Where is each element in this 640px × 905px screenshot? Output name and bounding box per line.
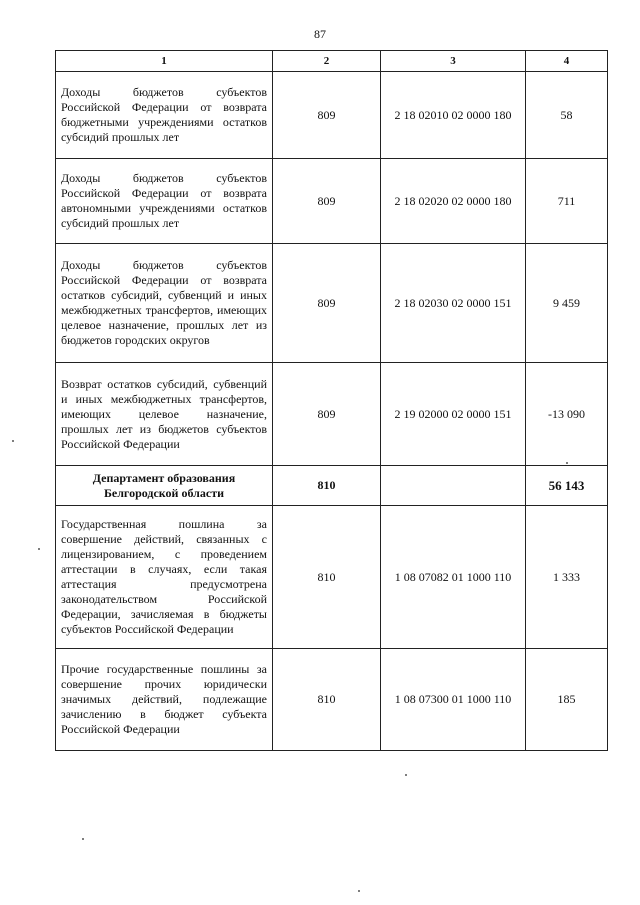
admin-code: 810 [273,466,381,506]
column-header-1: 1 [56,51,273,72]
table-row [56,363,608,466]
department-name: Департамент образования Белгородской области [56,466,273,506]
table-row [56,244,608,363]
column-header-4: 4 [526,51,608,72]
budget-classification-code: 1 08 07082 01 1000 110 [381,506,526,649]
table-row [56,72,608,159]
amount: 58 [526,72,608,159]
table-row [56,506,608,649]
scan-speck [405,774,407,776]
budget-classification-code [381,466,526,506]
scan-speck [566,462,568,464]
budget-classification-code: 2 18 02010 02 0000 180 [381,72,526,159]
admin-code: 810 [273,506,381,649]
department-total-amount: 56 143 [526,466,608,506]
amount: 711 [526,159,608,244]
scan-speck [12,440,14,442]
amount: 185 [526,649,608,751]
revenue-description: Доходы бюджетов субъектов Российской Федерации от возврата автономными учреждениями остатков субсидий прошлых лет [56,159,273,244]
revenue-description: Доходы бюджетов субъектов Российской Федерации от возврата бюджетными учреждениями остатков субсидий прошлых лет [56,72,273,159]
amount: 1 333 [526,506,608,649]
amount: -13 090 [526,363,608,466]
budget-classification-code: 2 19 02000 02 0000 151 [381,363,526,466]
scan-speck [82,838,84,840]
column-header-3: 3 [381,51,526,72]
table-row [56,159,608,244]
column-header-2: 2 [273,51,381,72]
admin-code: 809 [273,363,381,466]
page-number: 87 [314,27,326,41]
budget-classification-code: 2 18 02020 02 0000 180 [381,159,526,244]
scan-speck [358,890,360,892]
budget-classification-code: 1 08 07300 01 1000 110 [381,649,526,751]
table-row [56,649,608,751]
revenue-description: Государственная пошлина за совершение действий, связанных с лицензированием, с проведением аттестации в случаях, если такая аттестация предусмотрена законодательством Российской Федерации, зачисляемая в бюджеты субъектов Российской Федерации [56,506,273,649]
admin-code: 809 [273,244,381,363]
revenue-description: Возврат остатков субсидий, субвенций и иных межбюджетных трансфертов, имеющих целевое назначение, прошлых лет из бюджетов субъектов Российской Федерации [56,363,273,466]
revenue-description: Прочие государственные пошлины за совершение прочих юридически значимых действий, подлежащие зачислению в бюджет субъекта Российской Федерации [56,649,273,751]
admin-code: 809 [273,72,381,159]
revenue-description: Доходы бюджетов субъектов Российской Федерации от возврата остатков субсидий, субвенций и иных межбюджетных трансфертов, имеющих целевое назначение, прошлых лет из бюджетов городских округов [56,244,273,363]
admin-code: 809 [273,159,381,244]
admin-code: 810 [273,649,381,751]
budget-revenue-table [55,50,608,751]
scan-speck [38,548,40,550]
department-row [56,466,608,506]
amount: 9 459 [526,244,608,363]
table-header-row [56,51,608,72]
budget-classification-code: 2 18 02030 02 0000 151 [381,244,526,363]
